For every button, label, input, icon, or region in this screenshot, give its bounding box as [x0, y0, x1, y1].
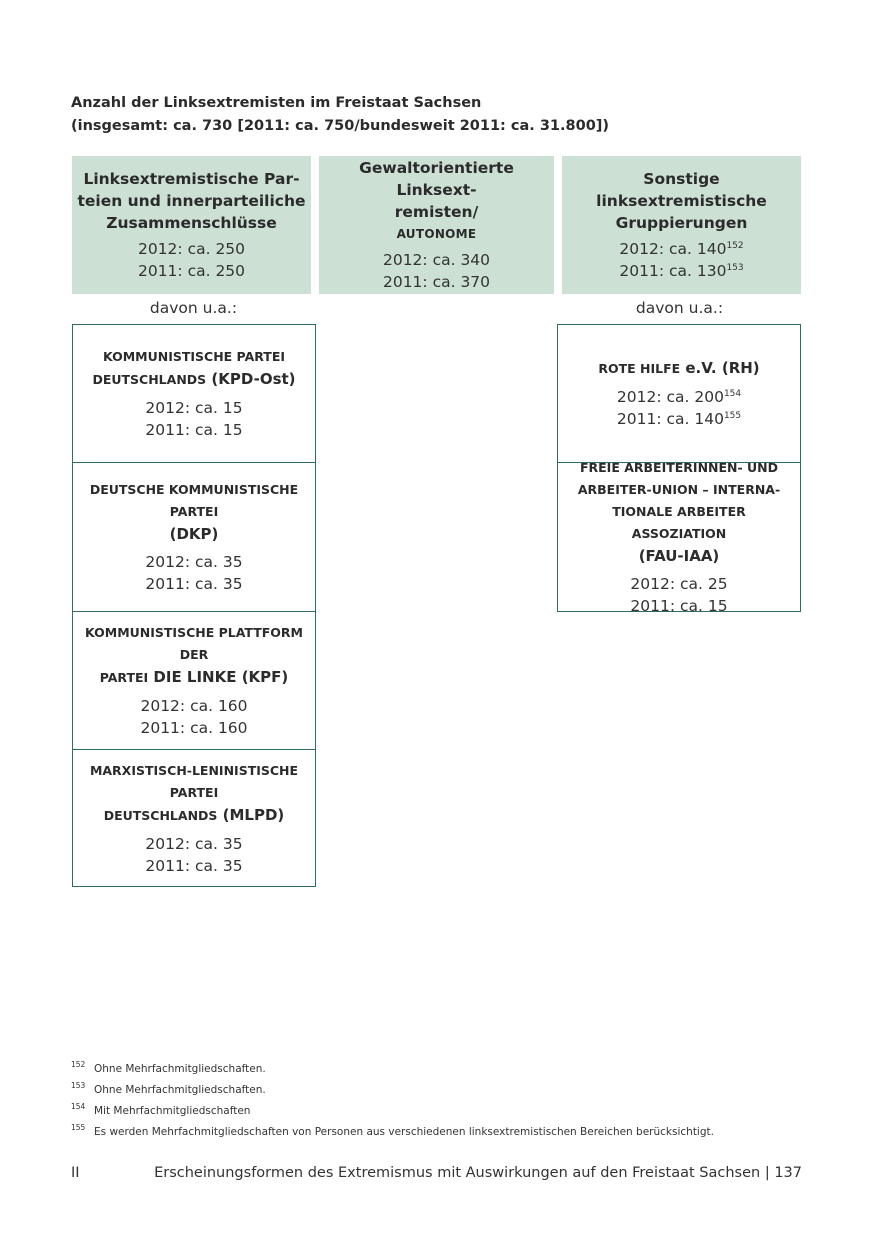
count-2012: 2012: ca. 35	[145, 834, 243, 853]
count-2011: 2011: ca. $140^{155}$	[616, 410, 742, 428]
davon-label-left: davon u.a.:	[149, 299, 238, 317]
subgroup-kpf: KOMMUNISTISCHE PLATTFORM DER PARTEI DIE LINKE (KPF) 2012: ca. 160 2011: ca. 160	[72, 611, 316, 750]
count-2011: 2011: ca. 370	[382, 273, 491, 291]
count-2012: 2012: ca. 340	[382, 251, 491, 269]
footnote-ref: 155	[723, 410, 742, 421]
subgroup-dkp: DEUTSCHE KOMMUNISTISCHE PARTEI (DKP) 2012: ca. 35 2011: ca. 35	[72, 462, 316, 612]
count-2011: 2011: ca. 160	[140, 719, 248, 737]
category-title: Gewaltorientierte Linksext- remisten/ AUTONOME	[359, 159, 514, 241]
footnote-ref: 154	[723, 388, 742, 399]
subgroup-fau-iaa: FREIE ARBEITERINNEN- UND ARBEITER-UNION – INTERNA- TIONALE ARBEITER ASSOZIATION (FAU-IAA) 2012: ca. 25 2011: ca. 15	[557, 462, 801, 612]
heading-line-2: (insgesamt: ca. 730 [2011: ca. 750/bundesweit 2011: ca. 31.800])	[71, 118, 610, 134]
count-2011: 2011: ca. 250	[137, 262, 246, 280]
footnote-item: 154 Mit Mehrfachmitgliedschaften	[71, 1102, 251, 1117]
count-2011: 2011: ca. 15	[145, 421, 243, 439]
count-2012: 2012: ca. $140^{152}$	[619, 240, 744, 258]
count-2011: 2011: ca. 35	[145, 575, 243, 593]
category-box-parties	[72, 156, 311, 294]
subgroup-kpd-ost: KOMMUNISTISCHE PARTEI DEUTSCHLANDS (KPD-Ost) 2012: ca. 15 2011: ca. 15	[72, 324, 316, 463]
running-title: Erscheinungsformen des Extremismus mit Auswirkungen auf den Freistaat Sachsen | 137	[154, 1165, 802, 1181]
count-2012: 2012: ca. 250	[137, 240, 246, 258]
footnotes	[71, 1058, 714, 1142]
page-footer	[71, 1165, 802, 1187]
count-2012: 2012: ca. $200^{154}$	[616, 388, 742, 406]
count-2012: 2012: ca. 15	[145, 399, 243, 417]
footnote-ref: 153	[726, 262, 744, 273]
heading-line-1: Anzahl der Linksextremisten im Freistaat Sachsen	[71, 95, 482, 111]
chart-heading	[71, 92, 609, 138]
footnote-ref: 152	[726, 240, 744, 251]
subgroup-mlpd: MARXISTISCH-LENINISTISCHE PARTEI DEUTSCHLANDS (MLPD) 2012: ca. 35 2011: ca. 35	[72, 749, 316, 887]
category-box-sonstige	[562, 156, 801, 294]
count-2012: 2012: ca. 35	[145, 553, 243, 571]
footnote-item: 153 Ohne Mehrfachmitgliedschaften.	[71, 1081, 266, 1096]
count-2011: 2011: ca. $130^{153}$	[619, 262, 744, 280]
davon-label-right: davon u.a.:	[635, 299, 724, 317]
count-2011: 2011: ca. 15	[630, 597, 728, 615]
category-box-autonome	[319, 156, 554, 294]
footnote-item: 155 Es werden Mehrfachmitgliedschaften von Personen aus verschiedenen linksextremistischen Bereichen berücksichtigt.	[71, 1123, 714, 1138]
category-title: Sonstige linksextremistische Gruppierungen	[596, 170, 767, 232]
count-2011: 2011: ca. 35	[145, 856, 243, 875]
subgroup-rote-hilfe: ROTE HILFE e.V. (RH) 2012: ca. $200^{154}$ 2011: ca. $140^{155}$	[557, 324, 801, 463]
count-2012: 2012: ca. 160	[140, 697, 248, 715]
category-title: Linksextremistische Par- teien und innerparteiliche Zusammenschlüsse	[77, 170, 306, 232]
footnote-item: 152 Ohne Mehrfachmitgliedschaften.	[71, 1060, 266, 1075]
count-2012: 2012: ca. 25	[630, 575, 728, 593]
section-number: II	[71, 1165, 80, 1181]
